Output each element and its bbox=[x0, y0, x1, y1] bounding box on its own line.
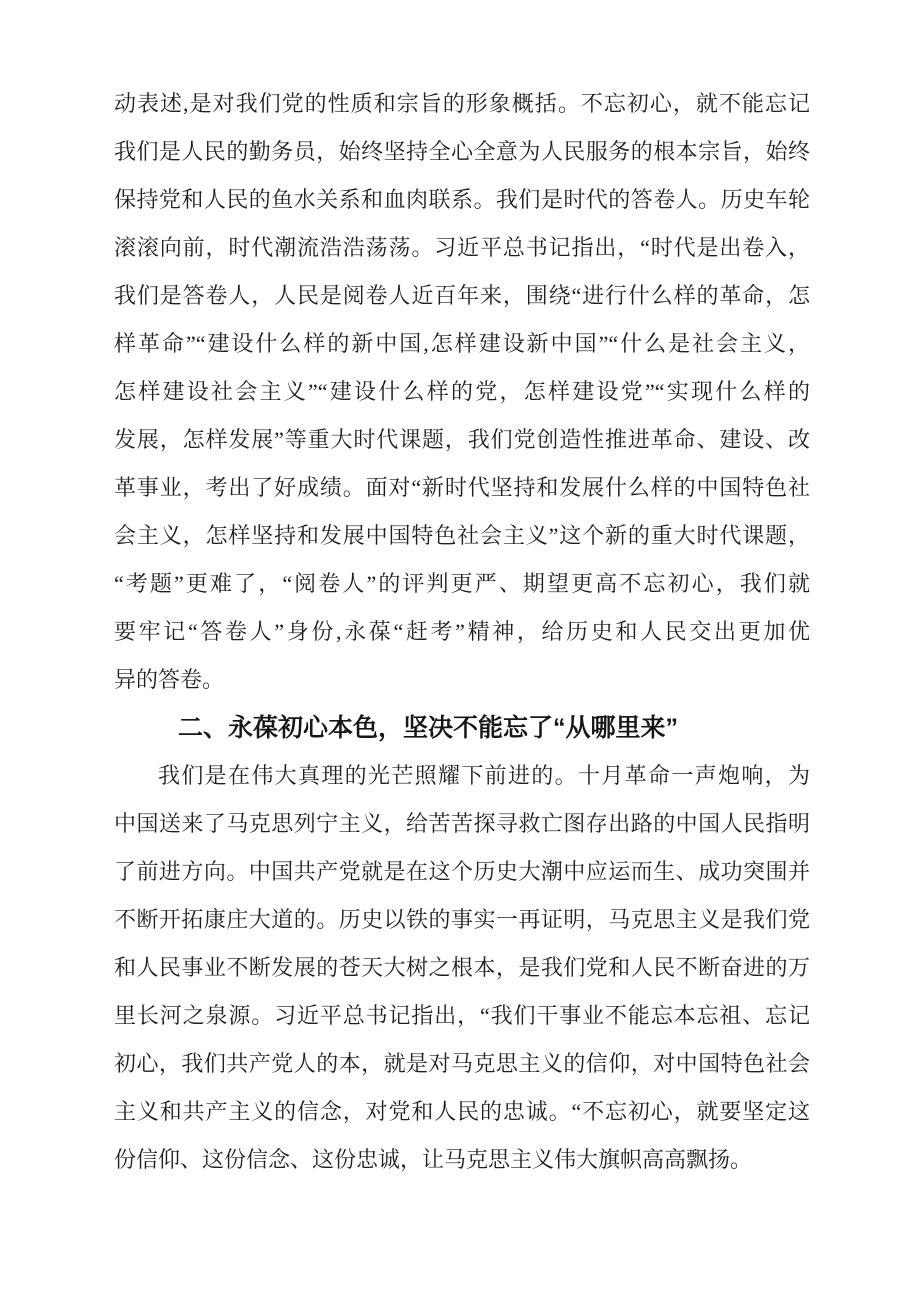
body-text-line: 中国送来了马克思列宁主义，给苦苦探寻救亡图存出路的中国人民指明 bbox=[114, 811, 810, 836]
body-text-line: 发展，怎样发展”等重大时代课题，我们党创造性推进革命、建设、改 bbox=[114, 427, 810, 452]
body-text-line: 滚滚向前，时代潮流浩浩荡荡。习近平总书记指出，“时代是出卷入， bbox=[114, 235, 810, 260]
body-text-line: 保持党和人民的鱼水关系和血肉联系。我们是时代的答卷人。历史车轮 bbox=[114, 187, 810, 212]
section-heading: 二、永葆初心本色，坚决不能忘了“从哪里来” bbox=[178, 714, 679, 742]
body-text-line: 我们是在伟大真理的光芒照耀下前进的。十月革命一声炮响，为 bbox=[158, 763, 810, 788]
body-text-line: 革事业，考出了好成绩。面对“新时代坚持和发展什么样的中国特色社 bbox=[114, 475, 810, 500]
body-text-line: 动表述,是对我们党的性质和宗旨的形象概括。不忘初心，就不能忘记 bbox=[114, 91, 810, 116]
body-text-line: 里长河之泉源。习近平总书记指出，“我们干事业不能忘本忘祖、忘记 bbox=[114, 1003, 810, 1028]
body-text-line: 我们是答卷人，人民是阅卷人近百年来，围绕“进行什么样的革命，怎 bbox=[114, 283, 810, 308]
body-text-line: 和人民事业不断发展的苍天大树之根本，是我们党和人民不断奋进的万 bbox=[114, 955, 810, 980]
body-text-line: 要牢记“答卷人”身份,永葆“赶考”精神，给历史和人民交出更加优 bbox=[114, 619, 810, 644]
body-text-line: “考题”更难了，“阅卷人”的评判更严、期望更高不忘初心，我们就 bbox=[114, 571, 810, 596]
body-text-line: 了前进方向。中国共产党就是在这个历史大潮中应运而生、成功突围并 bbox=[114, 859, 810, 884]
body-text-line: 主义和共产主义的信念，对党和人民的忠诚。“不忘初心，就要坚定这 bbox=[114, 1099, 810, 1124]
body-text-line: 初心，我们共产党人的本，就是对马克思主义的信仰，对中国特色社会 bbox=[114, 1051, 810, 1076]
body-text-line: 会主义，怎样坚持和发展中国特色社会主义”这个新的重大时代课题， bbox=[114, 523, 810, 548]
body-text-line: 怎样建设社会主义”“建设什么样的党，怎样建设党”“实现什么样的 bbox=[114, 379, 810, 404]
body-text-line: 份信仰、这份信念、这份忠诚，让马克思主义伟大旗帜高高飘扬。 bbox=[114, 1147, 753, 1172]
body-text-line: 我们是人民的勤务员，始终坚持全心全意为人民服务的根本宗旨，始终 bbox=[114, 139, 810, 164]
body-text-line: 样革命”“建设什么样的新中国,怎样建设新中国”“什么是社会主义， bbox=[114, 331, 810, 356]
body-text-line: 不断开拓康庄大道的。历史以铁的事实一再证明，马克思主义是我们党 bbox=[114, 907, 810, 932]
body-text-line: 异的答卷。 bbox=[114, 667, 225, 692]
